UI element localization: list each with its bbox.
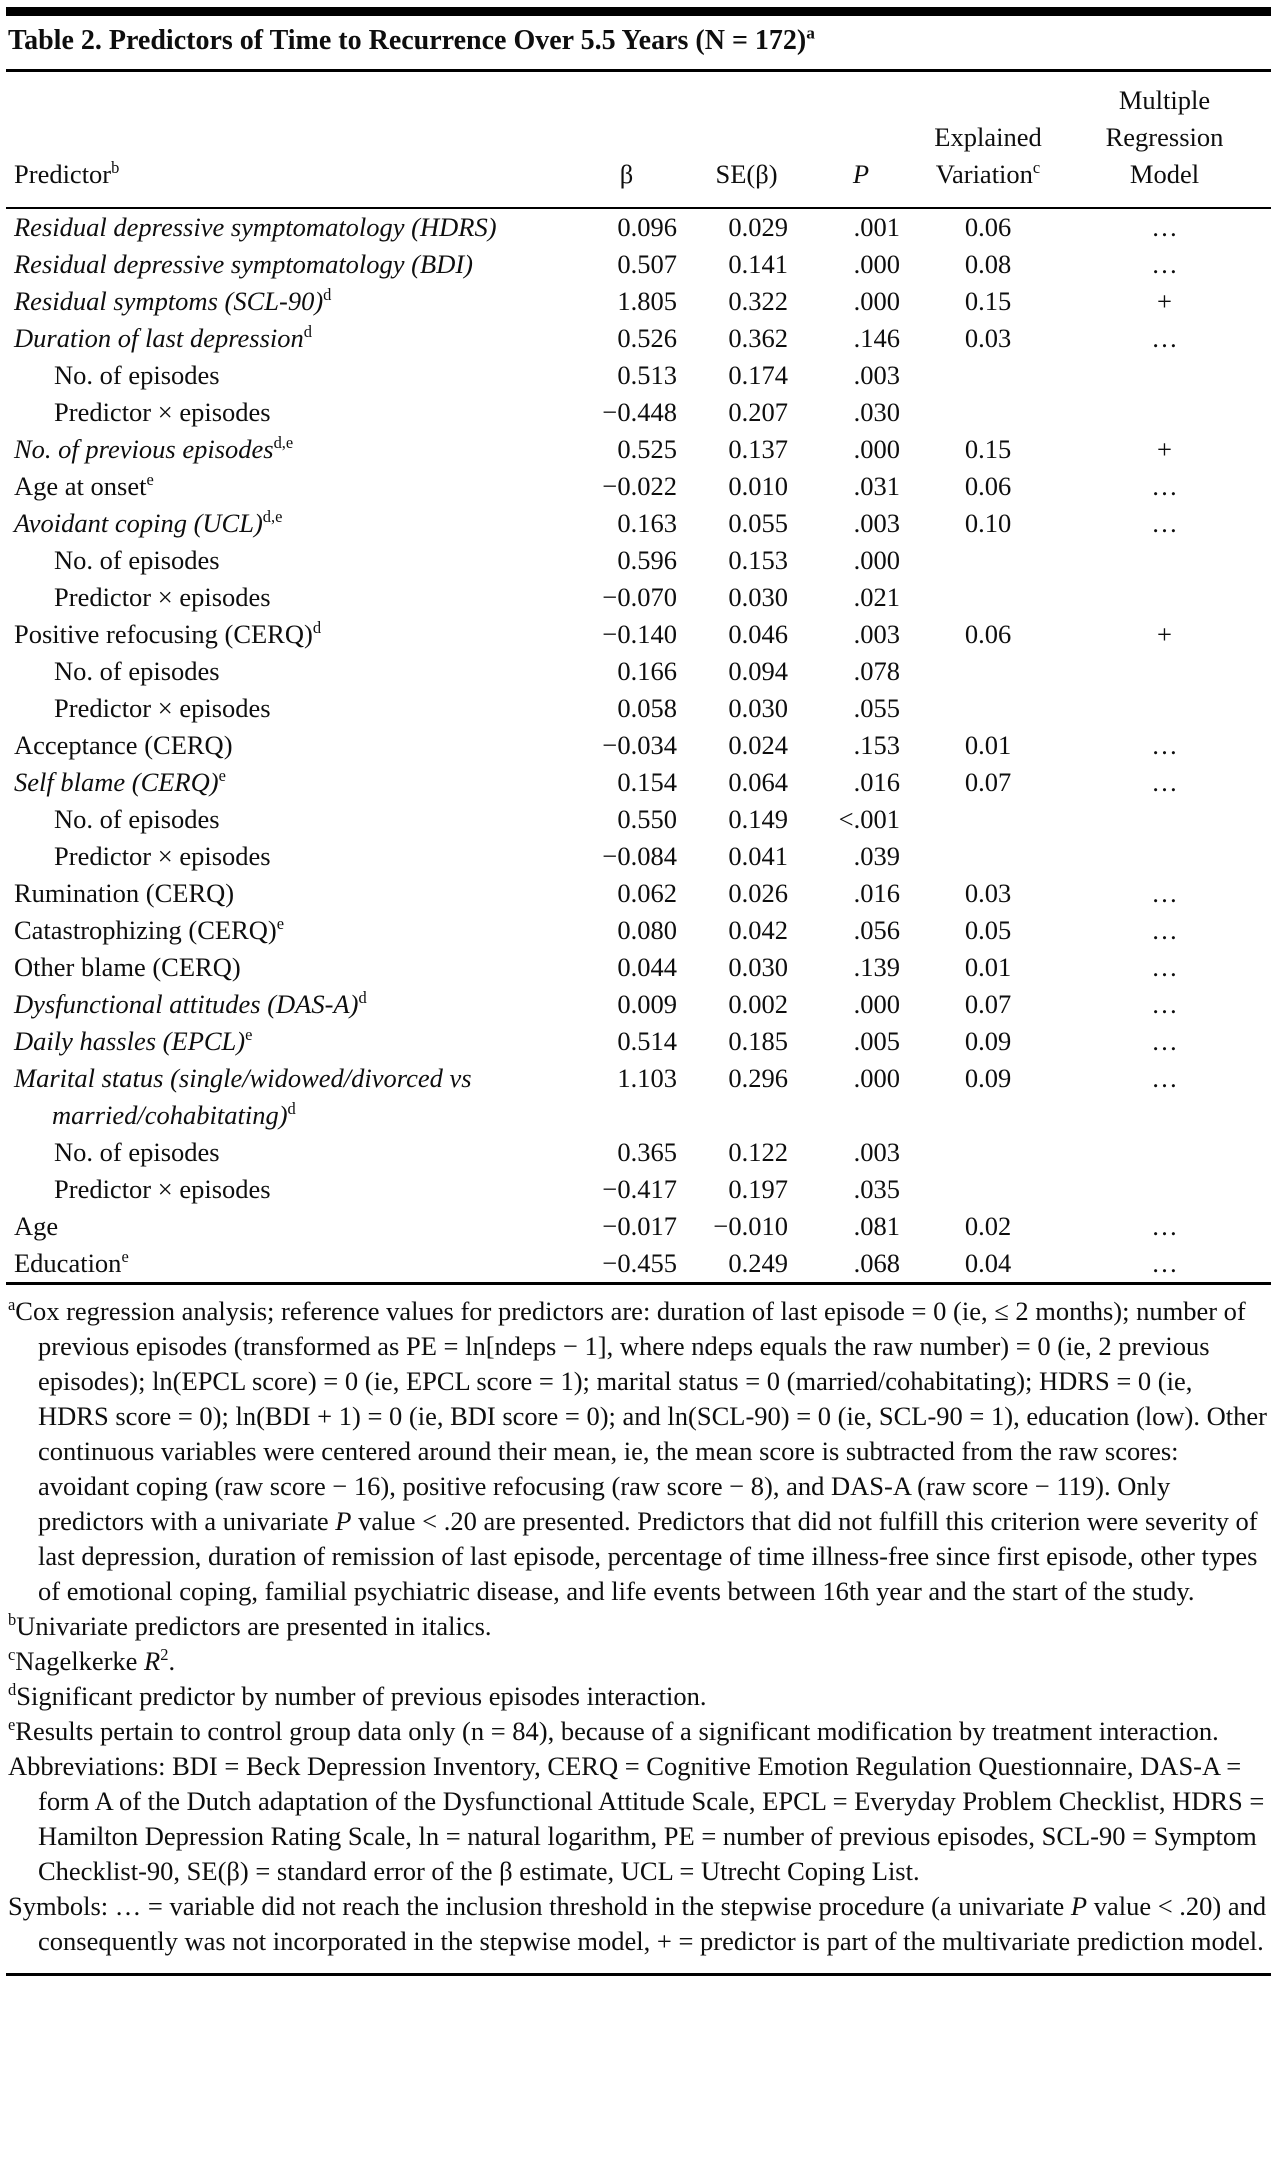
se-cell: 0.055 <box>728 508 788 538</box>
header-explained-variation <box>918 72 1058 208</box>
p-cell: .021 <box>853 582 900 612</box>
p-cell: .081 <box>853 1211 900 1241</box>
se-cell: 0.185 <box>728 1026 788 1056</box>
ev-cell <box>918 1134 1058 1171</box>
predictor-cell: Predictor × episodes <box>54 1174 271 1204</box>
se-cell: 0.042 <box>728 915 788 945</box>
p-cell: .078 <box>853 656 900 686</box>
predictor-cell: Age at onset$^e$ <box>14 470 154 501</box>
beta-cell: 0.526 <box>617 323 677 353</box>
table-body <box>6 208 1271 1284</box>
table-row <box>6 912 1271 949</box>
beta-cell: 0.365 <box>617 1137 677 1167</box>
table-row <box>6 949 1271 986</box>
beta-cell: 0.550 <box>617 804 677 834</box>
beta-cell: 0.166 <box>617 656 677 686</box>
p-cell: .146 <box>853 323 900 353</box>
ev-cell: 0.07 <box>964 767 1012 797</box>
ev-cell <box>918 801 1058 838</box>
ev-cell: 0.09 <box>964 1026 1012 1056</box>
ev-cell: 0.02 <box>964 1211 1012 1241</box>
beta-cell: 0.096 <box>617 212 677 242</box>
predictor-cell: Duration of last depression$^d$ <box>14 322 313 353</box>
p-cell: .000 <box>853 989 900 1019</box>
model-cell: … <box>1151 878 1178 908</box>
model-cell: … <box>1151 1063 1178 1093</box>
se-cell: 0.197 <box>728 1174 788 1204</box>
p-cell: .031 <box>853 471 900 501</box>
ev-cell: 0.15 <box>964 286 1012 316</box>
predictor-cell: No. of episodes <box>54 360 220 390</box>
predictor-cell: Residual symptoms $(SCL-90)^d$ <box>14 285 332 316</box>
se-cell: 0.174 <box>728 360 788 390</box>
bottom-rule <box>6 1973 1271 1976</box>
se-cell: 0.024 <box>728 730 788 760</box>
predictor-cell: Rumination (CERQ) <box>14 878 235 908</box>
beta-cell: −0.017 <box>602 1211 677 1241</box>
model-cell <box>1058 542 1271 579</box>
model-cell: … <box>1151 249 1178 279</box>
se-cell: 0.030 <box>728 582 788 612</box>
p-cell: .035 <box>853 1174 900 1204</box>
model-cell: … <box>1151 212 1178 242</box>
beta-cell: 0.596 <box>617 545 677 575</box>
se-cell: 0.002 <box>728 989 788 1019</box>
ev-cell <box>918 357 1058 394</box>
footnote: $^b$Univariate predictors are presented in italics. <box>8 1610 492 1641</box>
table-title: Table 2. Predictors of Time to Recurrence Over 5.5 Years (N = 172)$^a$ <box>6 16 1271 72</box>
se-cell: 0.249 <box>728 1248 788 1278</box>
model-cell <box>1058 801 1271 838</box>
beta-cell: 1.103 <box>617 1063 677 1093</box>
ev-cell: 0.08 <box>964 249 1012 279</box>
footnote: $^e$Results pertain to control group data only (n = 84), because of a significant modification by treatment interaction. <box>8 1715 1219 1746</box>
predictor-cell: No. of episodes <box>54 804 220 834</box>
model-cell: + <box>1157 434 1172 464</box>
top-rule <box>6 7 1271 16</box>
predictor-cell: Residual depressive symptomatology (BDI) <box>14 249 473 279</box>
p-cell: .056 <box>853 915 900 945</box>
se-cell: 0.207 <box>728 397 788 427</box>
predictor-cell: Predictor × episodes <box>54 693 271 723</box>
predictor-cell: Residual depressive symptomatology (HDRS) <box>14 212 497 242</box>
se-cell: 0.149 <box>728 804 788 834</box>
ev-cell <box>918 579 1058 616</box>
model-cell: … <box>1151 323 1178 353</box>
beta-cell: −0.070 <box>602 582 677 612</box>
predictor-cell: Predictor × episodes <box>54 582 271 612</box>
se-cell: 0.362 <box>728 323 788 353</box>
ev-cell: 0.04 <box>964 1248 1012 1278</box>
beta-cell: −0.022 <box>602 471 677 501</box>
p-cell: .000 <box>853 545 900 575</box>
header-p <box>804 72 918 208</box>
p-cell: .068 <box>853 1248 900 1278</box>
se-cell: 0.094 <box>728 656 788 686</box>
se-cell: 0.322 <box>728 286 788 316</box>
se-cell: 0.026 <box>728 878 788 908</box>
beta-cell: 0.163 <box>617 508 677 538</box>
model-cell: … <box>1151 471 1178 501</box>
model-cell: + <box>1157 286 1172 316</box>
predictor-cell: Self blame (CERQ)$^e$ <box>14 766 226 797</box>
header-p-label: P <box>852 159 870 189</box>
page <box>0 7 1277 1976</box>
beta-cell: −0.455 <box>602 1248 677 1278</box>
table-row <box>6 1171 1271 1208</box>
se-cell: 0.030 <box>728 693 788 723</box>
footnote: $^d$Significant predictor by number of previous episodes interaction. <box>8 1680 707 1711</box>
p-cell: .055 <box>853 693 900 723</box>
ev-cell: 0.05 <box>964 915 1012 945</box>
se-cell: 0.137 <box>728 434 788 464</box>
p-cell: .000 <box>853 286 900 316</box>
se-cell: −0.010 <box>713 1211 788 1241</box>
table-row <box>6 394 1271 431</box>
model-cell <box>1058 394 1271 431</box>
predictor-cell: Positive refocusing (CERQ)$^d$ <box>14 618 322 649</box>
beta-cell: −0.140 <box>602 619 677 649</box>
table-row <box>6 1060 1271 1134</box>
ev-cell: 0.03 <box>964 323 1012 353</box>
predictor-cell: Age <box>14 1211 59 1241</box>
p-cell: .000 <box>853 1063 900 1093</box>
table-row <box>6 1023 1271 1060</box>
model-cell <box>1058 690 1271 727</box>
predictors-table <box>6 72 1271 1285</box>
model-cell <box>1058 357 1271 394</box>
predictor-cell: Dysfunctional attitudes $(DAS-A)^d$ <box>14 988 367 1019</box>
model-cell: … <box>1151 767 1178 797</box>
predictor-cell: Avoidant coping (UCL)$^{d,e}$ <box>14 507 283 538</box>
footnote: Symbols: … = variable did not reach the inclusion threshold in the stepwise procedure (a univariate P value < .20) and consequently was not incorporated in the stepwise model, + = predictor is part of the multivariate prediction model. <box>8 1891 1267 1956</box>
ev-cell: 0.01 <box>964 952 1012 982</box>
ev-cell <box>918 542 1058 579</box>
beta-cell: −0.034 <box>602 730 677 760</box>
predictor-cell: Other blame (CERQ) <box>14 952 241 982</box>
p-cell: .003 <box>853 508 900 538</box>
predictor-cell: Marital status (single/widowed/divorced vs married/cohabitating)$^d$ <box>14 1063 472 1130</box>
se-cell: 0.041 <box>728 841 788 871</box>
ev-cell: 0.10 <box>964 508 1012 538</box>
predictor-cell: No. of episodes <box>54 1137 220 1167</box>
model-cell: … <box>1151 1211 1178 1241</box>
ev-cell: 0.06 <box>964 471 1012 501</box>
beta-cell: 0.507 <box>617 249 677 279</box>
table-row <box>6 875 1271 912</box>
predictor-cell: Catastrophizing (CERQ)$^e$ <box>14 914 285 945</box>
model-cell <box>1058 579 1271 616</box>
table-row <box>6 357 1271 394</box>
ev-cell <box>918 653 1058 690</box>
table-row <box>6 986 1271 1023</box>
se-cell: 0.064 <box>728 767 788 797</box>
table-row <box>6 505 1271 542</box>
footnote: $^c$Nagelkerke $R^2$. <box>8 1645 176 1676</box>
beta-cell: 0.514 <box>617 1026 677 1056</box>
header-se <box>689 72 804 208</box>
predictor-cell: Education$^e$ <box>14 1247 129 1278</box>
table-row <box>6 1245 1271 1284</box>
header-predictor-label: Predictor$^b$ <box>14 158 120 189</box>
footnotes <box>6 1285 1271 1969</box>
table-row <box>6 690 1271 727</box>
beta-cell: 0.080 <box>617 915 677 945</box>
p-cell: .000 <box>853 434 900 464</box>
p-cell: .000 <box>853 249 900 279</box>
model-cell: … <box>1151 1026 1178 1056</box>
se-cell: 0.153 <box>728 545 788 575</box>
table-row <box>6 468 1271 505</box>
model-cell: + <box>1157 619 1172 649</box>
beta-cell: 0.058 <box>617 693 677 723</box>
predictor-cell: Predictor × episodes <box>54 841 271 871</box>
beta-cell: 0.044 <box>617 952 677 982</box>
ev-cell: 0.01 <box>964 730 1012 760</box>
ev-cell: 0.06 <box>964 619 1012 649</box>
header-beta-label: β <box>619 159 634 189</box>
ev-cell <box>918 838 1058 875</box>
beta-cell: 0.525 <box>617 434 677 464</box>
ev-cell <box>918 394 1058 431</box>
table-row <box>6 801 1271 838</box>
predictor-cell: No. of previous episodes$^{d,e}$ <box>14 433 294 464</box>
table-row <box>6 764 1271 801</box>
p-cell: .003 <box>853 1137 900 1167</box>
header-multiple-regression-model-label: Multiple Regression Model <box>1105 85 1224 189</box>
table-header <box>6 72 1271 208</box>
model-cell <box>1058 653 1271 690</box>
se-cell: 0.010 <box>728 471 788 501</box>
predictor-cell: No. of episodes <box>54 656 220 686</box>
header-beta <box>564 72 689 208</box>
table-row <box>6 1134 1271 1171</box>
se-cell: 0.122 <box>728 1137 788 1167</box>
beta-cell: −0.417 <box>602 1174 677 1204</box>
model-cell: … <box>1151 989 1178 1019</box>
table-row <box>6 542 1271 579</box>
footnote: Abbreviations: BDI = Beck Depression Inventory, CERQ = Cognitive Emotion Regulation Questionnaire, DAS-A = form A of the Dutch adaptation of the Dysfunctional Attitude Scale, EPCL = Everyday Problem Checklist, HDRS = Hamilton Depression Rating Scale, ln = natural logarithm, PE = number of previous episodes, SCL-90 = Symptom Checklist-90, SE(β) = standard error of the β estimate, UCL = Utrecht Coping List. <box>8 1751 1265 1886</box>
model-cell: … <box>1151 730 1178 760</box>
p-cell: .153 <box>853 730 900 760</box>
se-cell: 0.046 <box>728 619 788 649</box>
predictor-cell: Daily hassles (EPCL)$^e$ <box>14 1025 253 1056</box>
beta-cell: 0.009 <box>617 989 677 1019</box>
beta-cell: 0.513 <box>617 360 677 390</box>
table-row <box>6 431 1271 468</box>
p-cell: .005 <box>853 1026 900 1056</box>
header-explained-variation-label: Explained Variation$^c$ <box>934 122 1042 189</box>
model-cell <box>1058 1134 1271 1171</box>
predictor-cell: No. of episodes <box>54 545 220 575</box>
p-cell: .001 <box>853 212 900 242</box>
p-cell: <.001 <box>838 804 900 834</box>
header-row <box>6 72 1271 208</box>
se-cell: 0.030 <box>728 952 788 982</box>
model-cell <box>1058 838 1271 875</box>
table-row <box>6 208 1271 246</box>
table-row <box>6 653 1271 690</box>
beta-cell: 0.154 <box>617 767 677 797</box>
se-cell: 0.029 <box>728 212 788 242</box>
se-cell: 0.141 <box>728 249 788 279</box>
model-cell: … <box>1151 508 1178 538</box>
beta-cell: 0.062 <box>617 878 677 908</box>
se-cell: 0.296 <box>728 1063 788 1093</box>
table-row <box>6 616 1271 653</box>
beta-cell: −0.084 <box>602 841 677 871</box>
table-row <box>6 320 1271 357</box>
predictor-cell: Predictor × episodes <box>54 397 271 427</box>
p-cell: .030 <box>853 397 900 427</box>
model-cell: … <box>1151 1248 1178 1278</box>
ev-cell: 0.09 <box>964 1063 1012 1093</box>
ev-cell: 0.03 <box>964 878 1012 908</box>
table-row <box>6 727 1271 764</box>
table-row <box>6 246 1271 283</box>
p-cell: .016 <box>853 878 900 908</box>
table-row <box>6 579 1271 616</box>
ev-cell: 0.15 <box>964 434 1012 464</box>
ev-cell: 0.06 <box>964 212 1012 242</box>
model-cell: … <box>1151 915 1178 945</box>
ev-cell <box>918 690 1058 727</box>
beta-cell: 1.805 <box>617 286 677 316</box>
table-row <box>6 838 1271 875</box>
table-row <box>6 283 1271 320</box>
p-cell: .003 <box>853 619 900 649</box>
predictor-cell: Acceptance (CERQ) <box>14 730 233 760</box>
p-cell: .139 <box>853 952 900 982</box>
footnote: $^a$Cox regression analysis; reference values for predictors are: duration of last episode = 0 (ie, ≤ 2 months); number of previous episodes (transformed as PE = ln[ndeps − 1], where ndeps equals the raw number) = 0 (ie, 2 previous episodes); ln(EPCL score) = 0 (ie, EPCL score = 1); marital status = 0 (married/cohabitating); HDRS = 0 (ie, HDRS score = 0); ln(BDI + 1) = 0 (ie, BDI score = 0); and ln(SCL-90) = 0 (ie, SCL-90 = 1), education (low). Other continuous variables were centered around their mean, ie, the mean score is subtracted from the raw scores: avoidant coping (raw score − 16), positive refocusing (raw score − 8), and DAS-A (raw score − 119). Only predictors with a univariate P value < .20 are presented. Predictors that did not fulfill this criterion were severity of last depression, duration of remission of last episode, percentage of time illness-free since first episode, other types of emotional coping, familial psychiatric disease, and life events between 16th year and the start of the study. <box>8 1295 1267 1606</box>
beta-cell: −0.448 <box>602 397 677 427</box>
ev-cell: 0.07 <box>964 989 1012 1019</box>
header-predictor <box>6 72 564 208</box>
model-cell <box>1058 1171 1271 1208</box>
p-cell: .039 <box>853 841 900 871</box>
header-multiple-regression-model <box>1058 72 1271 208</box>
p-cell: .016 <box>853 767 900 797</box>
model-cell: … <box>1151 952 1178 982</box>
ev-cell <box>918 1171 1058 1208</box>
p-cell: .003 <box>853 360 900 390</box>
table-row <box>6 1208 1271 1245</box>
header-se-label: SE(β) <box>715 159 778 189</box>
